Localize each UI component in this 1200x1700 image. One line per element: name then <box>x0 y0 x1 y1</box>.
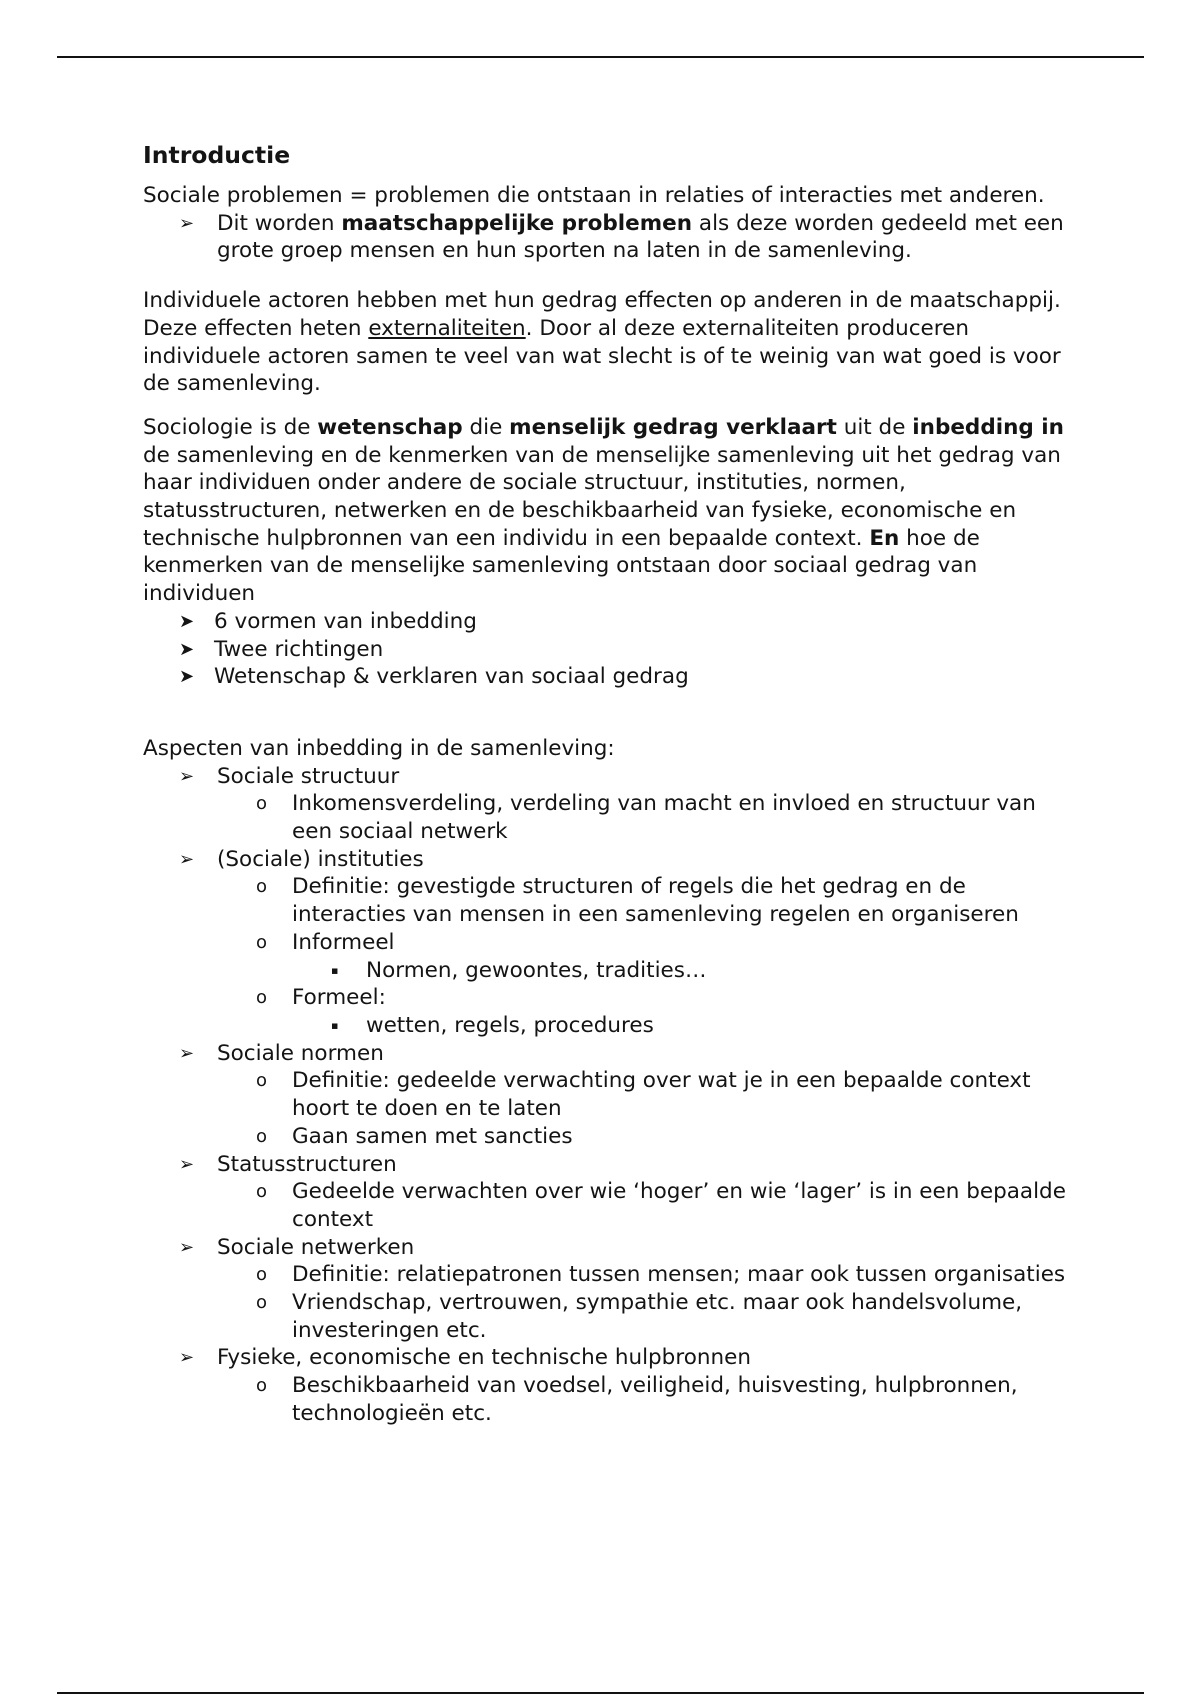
aspect-label: Statusstructuren <box>217 1151 397 1177</box>
aspect-label: Sociale normen <box>217 1040 384 1066</box>
aspect-item <box>143 763 1073 846</box>
sub-item-text: Vriendschap, vertrouwen, sympathie etc. maar ook handelsvolume, investeringen etc. <box>292 1290 1023 1343</box>
sub-item-text: Beschikbaarheid van voedsel, veiligheid, huisvesting, hulpbronnen, technologieën etc. <box>292 1373 1018 1426</box>
document-body <box>143 140 1073 1428</box>
aspect-item <box>143 1344 1073 1427</box>
circle-bullet-icon: o <box>256 1264 268 1286</box>
list-item: ➤ Wetenschap & verklaren van sociaal gedrag <box>179 664 689 690</box>
bold-term: maatschappelijke problemen <box>341 210 693 236</box>
sub-sub-item-text: wetten, regels, procedures <box>366 1012 654 1038</box>
sub-item <box>143 873 1073 928</box>
sub-item <box>143 929 1073 984</box>
circle-bullet-icon: o <box>256 987 268 1009</box>
sub-item <box>143 1178 1073 1233</box>
summary-list <box>143 608 1073 691</box>
list-item: ➤ 6 vormen van inbedding <box>179 608 477 634</box>
circle-bullet-icon: o <box>256 876 268 898</box>
intro-paragraph: Sociale problemen = problemen die ontstaan in relaties of interacties met anderen. <box>143 183 1045 208</box>
sub-item-text: Definitie: gevestigde structuren of regels die het gedrag en de interacties van mensen in een samenleving regelen en organiseren <box>292 874 1019 928</box>
sub-item <box>143 1372 1073 1427</box>
arrow-bullet-icon: ➢ <box>179 212 195 234</box>
aspects-list <box>143 763 1073 1428</box>
circle-bullet-icon: o <box>256 1375 268 1397</box>
circle-bullet-icon: o <box>256 931 268 953</box>
arrow-bullet-icon: ➢ <box>179 1347 195 1369</box>
arrow-bullet-icon: ➢ <box>179 765 195 787</box>
aspect-label: Fysieke, economische en technische hulpbronnen <box>217 1345 751 1371</box>
sub-item-text: Informeel <box>292 929 395 955</box>
circle-bullet-icon: o <box>256 793 268 815</box>
circle-bullet-icon: o <box>256 1125 268 1147</box>
sub-list <box>143 1261 1073 1344</box>
arrow-bullet-icon: ➤ <box>179 666 195 688</box>
sub-item <box>143 790 1073 845</box>
aspect-item <box>143 1040 1073 1151</box>
externalities-paragraph: Individuele actoren hebben met hun gedrag effecten op anderen in de maatschappij. Deze effecten heten externaliteiten. Door al deze externaliteiten produceren individuele actoren samen te veel van wat slecht is of te weinig van wat goed is voor de samenleving. <box>143 288 1061 397</box>
circle-bullet-icon: o <box>256 1181 268 1203</box>
list-item: ➤ Twee richtingen <box>179 636 384 662</box>
underlined-term: externaliteiten <box>368 315 526 341</box>
sociology-paragraph: Sociologie is de wetenschap die menselijk gedrag verklaart uit de inbedding in de samenleving en de kenmerken van de menselijke samenleving uit het gedrag van haar individuen onder andere de sociale structuur, instituties, normen, statusstructuren, netwerken en de beschikbaarheid van fysieke, economische en technische hulpbronnen van een individu in een bepaalde context. En hoe de kenmerken van de menselijke samenleving ontstaan door sociaal gedrag van individuen <box>143 414 1064 607</box>
aspect-item <box>143 1234 1073 1345</box>
list-item: ➢ Dit worden maatschappelijke problemen als deze worden gedeeld met een grote groep mensen en hun sporten na laten in de samenleving. <box>179 210 1064 264</box>
sub-item <box>143 1067 1073 1122</box>
sub-sub-item <box>143 1012 1073 1040</box>
sub-item <box>143 1261 1073 1289</box>
circle-bullet-icon: o <box>256 1070 268 1092</box>
aspects-heading: Aspecten van inbedding in de samenleving: <box>143 735 615 761</box>
sub-item-text: Gaan samen met sancties <box>292 1123 573 1149</box>
arrow-bullet-icon: ➤ <box>179 638 195 660</box>
header-rule <box>57 56 1144 58</box>
square-bullet-icon: ▪ <box>331 1018 339 1032</box>
intro-list <box>143 210 1073 265</box>
arrow-bullet-icon: ➤ <box>179 610 195 632</box>
sub-item-text: Definitie: relatiepatronen tussen mensen; maar ook tussen organisaties <box>292 1262 1066 1288</box>
arrow-bullet-icon: ➢ <box>179 1042 195 1064</box>
aspect-label: Sociale netwerken <box>217 1234 415 1260</box>
sub-item-text: Formeel: <box>292 985 386 1011</box>
arrow-bullet-icon: ➢ <box>179 848 195 870</box>
sub-item <box>143 984 1073 1039</box>
sub-list <box>143 1178 1073 1233</box>
arrow-bullet-icon: ➢ <box>179 1153 195 1175</box>
sub-list <box>143 873 1073 1039</box>
sub-sub-list <box>292 1012 1073 1040</box>
aspect-item <box>143 846 1073 1040</box>
sub-list <box>143 790 1073 845</box>
sub-list <box>143 1372 1073 1427</box>
sub-item <box>143 1289 1073 1344</box>
aspect-label: Sociale structuur <box>217 763 400 789</box>
footer-rule <box>57 1692 1144 1694</box>
sub-item-text: Gedeelde verwachten over wie ‘hoger’ en wie ‘lager’ is in een bepaalde context <box>292 1179 1066 1232</box>
section-title: Introductie <box>143 141 291 169</box>
sub-item <box>143 1123 1073 1151</box>
sub-sub-item <box>143 957 1073 985</box>
sub-item-text: Inkomensverdeling, verdeling van macht en invloed en structuur van een sociaal netwerk <box>292 791 1036 845</box>
sub-list <box>143 1067 1073 1150</box>
sub-item-text: Definitie: gedeelde verwachting over wat je in een bepaalde context hoort te doen en te laten <box>292 1068 1031 1122</box>
arrow-bullet-icon: ➢ <box>179 1236 195 1258</box>
square-bullet-icon: ▪ <box>331 963 339 977</box>
circle-bullet-icon: o <box>256 1292 268 1314</box>
sub-sub-item-text: Normen, gewoontes, tradities… <box>366 957 707 983</box>
aspect-item <box>143 1151 1073 1234</box>
aspect-label: (Sociale) instituties <box>217 846 424 872</box>
sub-sub-list <box>292 957 1073 985</box>
